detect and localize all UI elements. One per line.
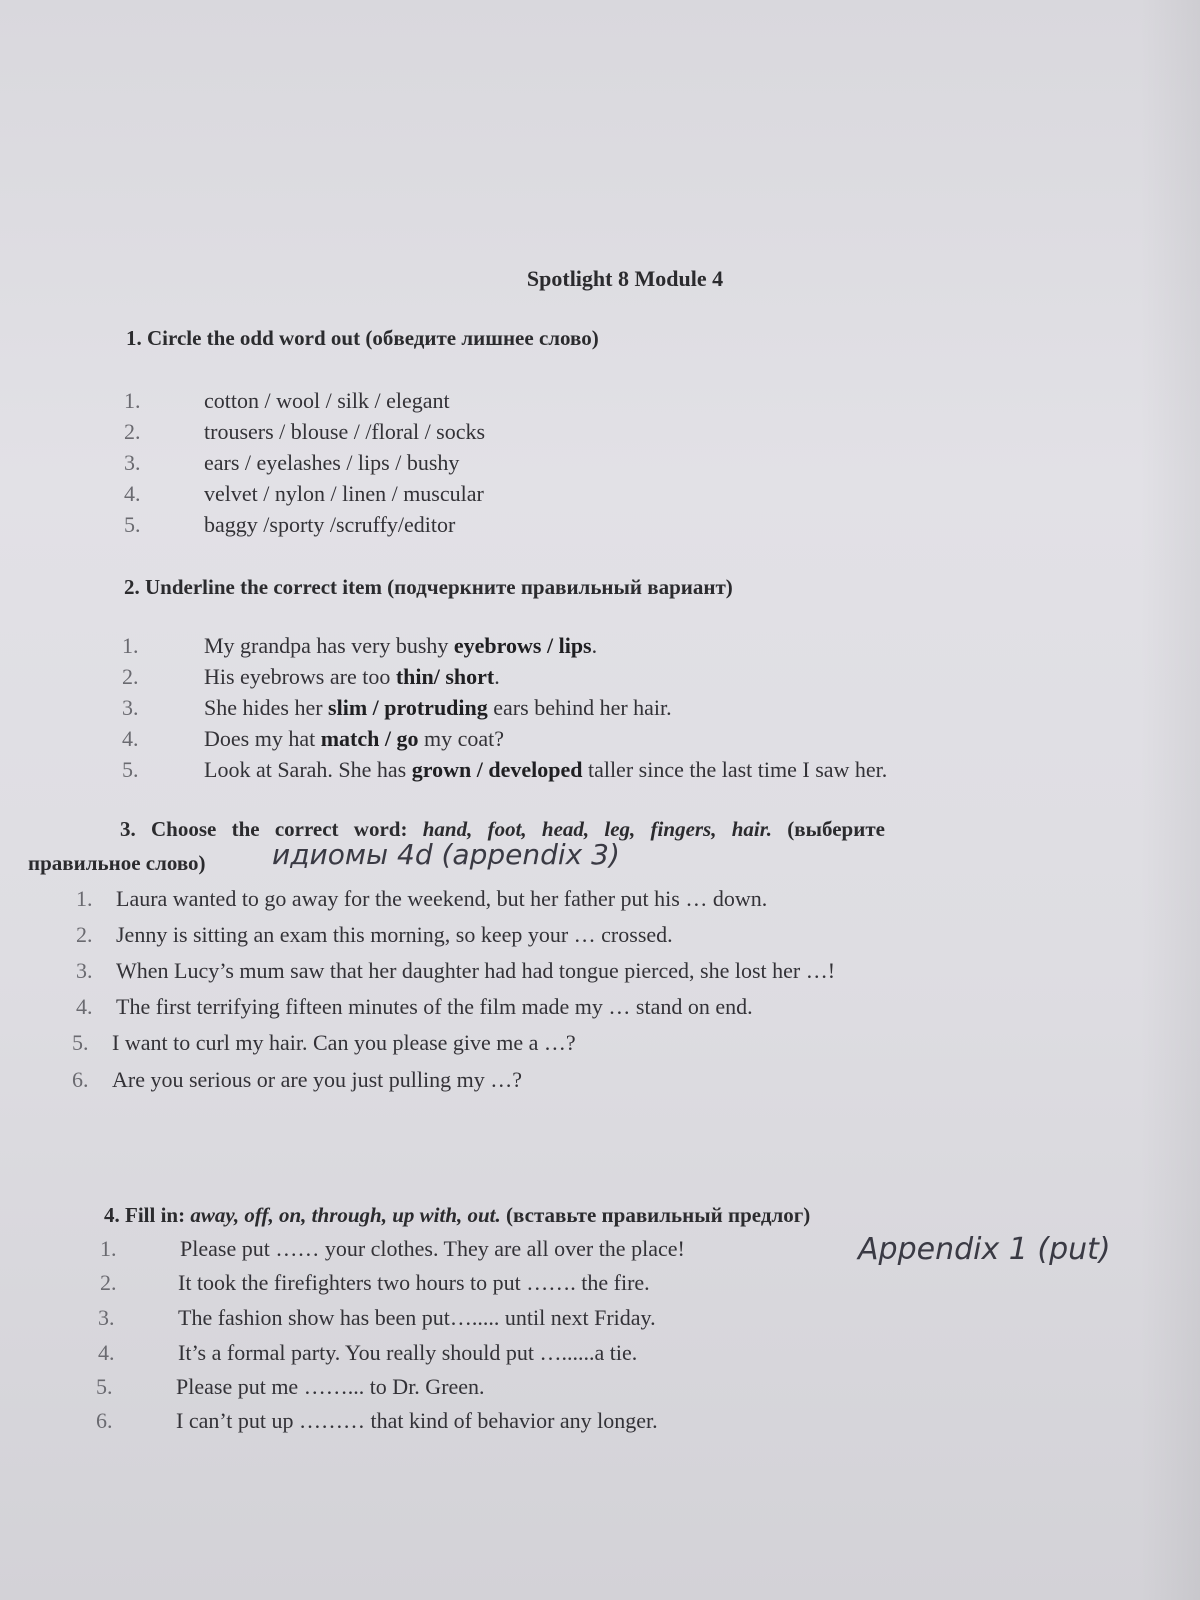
item-number: 4. bbox=[122, 726, 139, 751]
item-number: 1. bbox=[100, 1236, 117, 1261]
heading-text: (вставьте правильный предлог) bbox=[500, 1203, 811, 1227]
section3-heading-line2: правильное слово) bbox=[28, 851, 206, 875]
item-text: When Lucy’s mum saw that her daughter had had tongue pierced, she lost her …! bbox=[116, 958, 836, 983]
item-number: 3. bbox=[98, 1305, 115, 1330]
item-text: The first terrifying fifteen minutes of the film made my … stand on end. bbox=[116, 994, 753, 1019]
item-number: 3. bbox=[122, 695, 139, 720]
item-number: 4. bbox=[98, 1340, 115, 1365]
heading-text: 3. Choose the correct word: bbox=[120, 817, 423, 841]
item-number: 1. bbox=[76, 886, 93, 911]
section2-heading: 2. Underline the correct item (подчеркните правильный вариант) bbox=[124, 575, 733, 599]
item-number: 4. bbox=[124, 481, 141, 506]
item-text: ears behind her hair. bbox=[487, 695, 672, 720]
heading-text: (выберите bbox=[772, 817, 885, 841]
item-number: 5. bbox=[96, 1374, 113, 1399]
item-text: . bbox=[591, 633, 598, 658]
choice-options: eyebrows / lips bbox=[453, 633, 592, 658]
item-number: 2. bbox=[76, 922, 93, 947]
section4-heading bbox=[104, 1203, 810, 1228]
item-text: Please put …… your clothes. They are all over the place! bbox=[180, 1236, 685, 1261]
item-number: 4. bbox=[76, 994, 93, 1019]
item-number: 6. bbox=[96, 1408, 113, 1433]
item-text: She hides her bbox=[204, 695, 329, 720]
item-text: I want to curl my hair. Can you please give me a …? bbox=[112, 1030, 576, 1055]
handwritten-note: идиомы 4d (appendix 3) bbox=[272, 838, 620, 871]
paper-shadow bbox=[1140, 0, 1200, 1600]
item-number: 5. bbox=[122, 757, 139, 782]
item-text: It’s a formal party. You really should put …......a tie. bbox=[178, 1340, 638, 1365]
item-text: His eyebrows are too bbox=[204, 664, 396, 689]
item-text: I can’t put up ……… that kind of behavior any longer. bbox=[176, 1408, 658, 1433]
item-number: 3. bbox=[124, 450, 141, 475]
choice-options: match / go bbox=[320, 726, 419, 751]
item-number: 3. bbox=[76, 958, 93, 983]
item-number: 5. bbox=[72, 1030, 89, 1055]
item-number: 2. bbox=[122, 664, 139, 689]
item-text: The fashion show has been put…..... until next Friday. bbox=[178, 1305, 656, 1330]
item-text: My grandpa has very bushy bbox=[204, 633, 454, 658]
item-text: It took the firefighters two hours to put ……. the fire. bbox=[178, 1270, 650, 1295]
item-number: 5. bbox=[124, 512, 141, 537]
item-number: 1. bbox=[124, 388, 141, 413]
item-text: Does my hat bbox=[204, 726, 321, 751]
item-text: Look at Sarah. She has bbox=[204, 757, 412, 782]
item-text: velvet / nylon / linen / muscular bbox=[204, 481, 484, 506]
item-text: taller since the last time I saw her. bbox=[582, 757, 888, 782]
item-number: 6. bbox=[72, 1067, 89, 1092]
item-text: ears / eyelashes / lips / bushy bbox=[204, 450, 460, 475]
item-text: cotton / wool / silk / elegant bbox=[204, 388, 450, 413]
item-number: 2. bbox=[124, 419, 141, 444]
item-text: Please put me ……... to Dr. Green. bbox=[176, 1374, 485, 1399]
choice-options: thin/ short bbox=[395, 664, 495, 689]
item-text: baggy /sporty /scruffy/editor bbox=[204, 512, 456, 537]
word-bank: away, off, on, through, up with, out. bbox=[190, 1203, 501, 1227]
choice-options: grown / developed bbox=[411, 757, 583, 782]
item-text: Jenny is sitting an exam this morning, so keep your … crossed. bbox=[116, 922, 673, 947]
page-title: Spotlight 8 Module 4 bbox=[526, 266, 724, 291]
item-number: 1. bbox=[122, 633, 139, 658]
item-number: 2. bbox=[100, 1270, 117, 1295]
choice-options: slim / protruding bbox=[328, 695, 488, 720]
item-text: . bbox=[494, 664, 500, 689]
item-text: Are you serious or are you just pulling my …? bbox=[112, 1067, 522, 1092]
item-text: my coat? bbox=[418, 726, 504, 751]
item-text: Laura wanted to go away for the weekend, but her father put his … down. bbox=[116, 886, 768, 911]
heading-text: 4. Fill in: bbox=[104, 1203, 191, 1227]
word-bank: hand, foot, head, leg, fingers, hair. bbox=[422, 817, 773, 841]
item-text: trousers / blouse / /floral / socks bbox=[204, 419, 486, 444]
section1-heading: 1. Circle the odd word out (обведите лишнее слово) bbox=[126, 326, 599, 350]
handwritten-note: Appendix 1 (put) bbox=[858, 1232, 1111, 1267]
